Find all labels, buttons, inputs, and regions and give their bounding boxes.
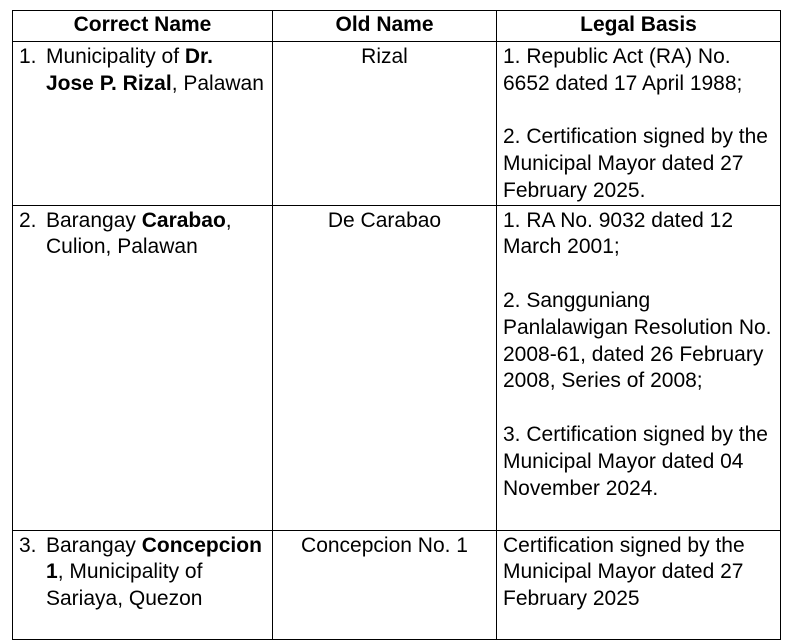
name-prefix: Municipality of [46,44,185,68]
name-prefix: Barangay [46,533,142,557]
old-name-cell: Concepcion No. 1 [273,530,497,639]
header-row [13,11,781,42]
name-bold: Dr. Jose P. Rizal [46,44,213,95]
legal-basis-cell [497,41,781,205]
legal-basis-cell [497,205,781,530]
table-row [13,41,781,205]
header-legal-basis: Legal Basis [497,11,781,42]
legal-basis-item: 1. Republic Act (RA) No. 6652 dated 17 April 1988; [503,44,743,95]
correct-name [46,533,266,613]
name-bold: Concepcion 1 [46,533,262,584]
name-suffix: , Palawan [171,71,264,95]
old-name-cell: De Carabao [273,205,497,530]
legal-basis-item: 3. Certification signed by the Municipal Mayor dated 04 November 2024. [503,422,768,500]
row-number: 1. [19,44,37,68]
old-name-cell: Rizal [273,41,497,205]
header-correct-name: Correct Name [13,11,273,42]
renaming-table [12,10,781,640]
name-prefix: Barangay [46,208,142,232]
row-number: 2. [19,208,37,232]
correct-name-cell [13,205,273,530]
name-suffix: , Culion, Palawan [46,208,232,259]
header-old-name: Old Name [273,11,497,42]
correct-name-cell [13,530,273,639]
table-row [13,205,781,530]
correct-name [46,208,266,262]
name-bold: Carabao [141,208,226,232]
row-number: 3. [19,533,37,557]
correct-name-cell [13,41,273,205]
table-row [13,530,781,639]
correct-name [46,44,266,98]
legal-basis-cell [497,530,781,639]
legal-basis-item: 2. Sangguniang Panlalawigan Resolution No. 2008-61, dated 26 February 2008, Series of 2008; [503,288,772,393]
legal-basis-item: 2. Certification signed by the Municipal Mayor dated 27 February 2025. [503,125,768,202]
name-suffix: , Municipality of Sariaya, Quezon [46,560,203,611]
legal-basis-item: Certification signed by the Municipal Mayor dated 27 February 2025 [503,533,745,611]
legal-basis-item: 1. RA No. 9032 dated 12 March 2001; [503,208,734,259]
